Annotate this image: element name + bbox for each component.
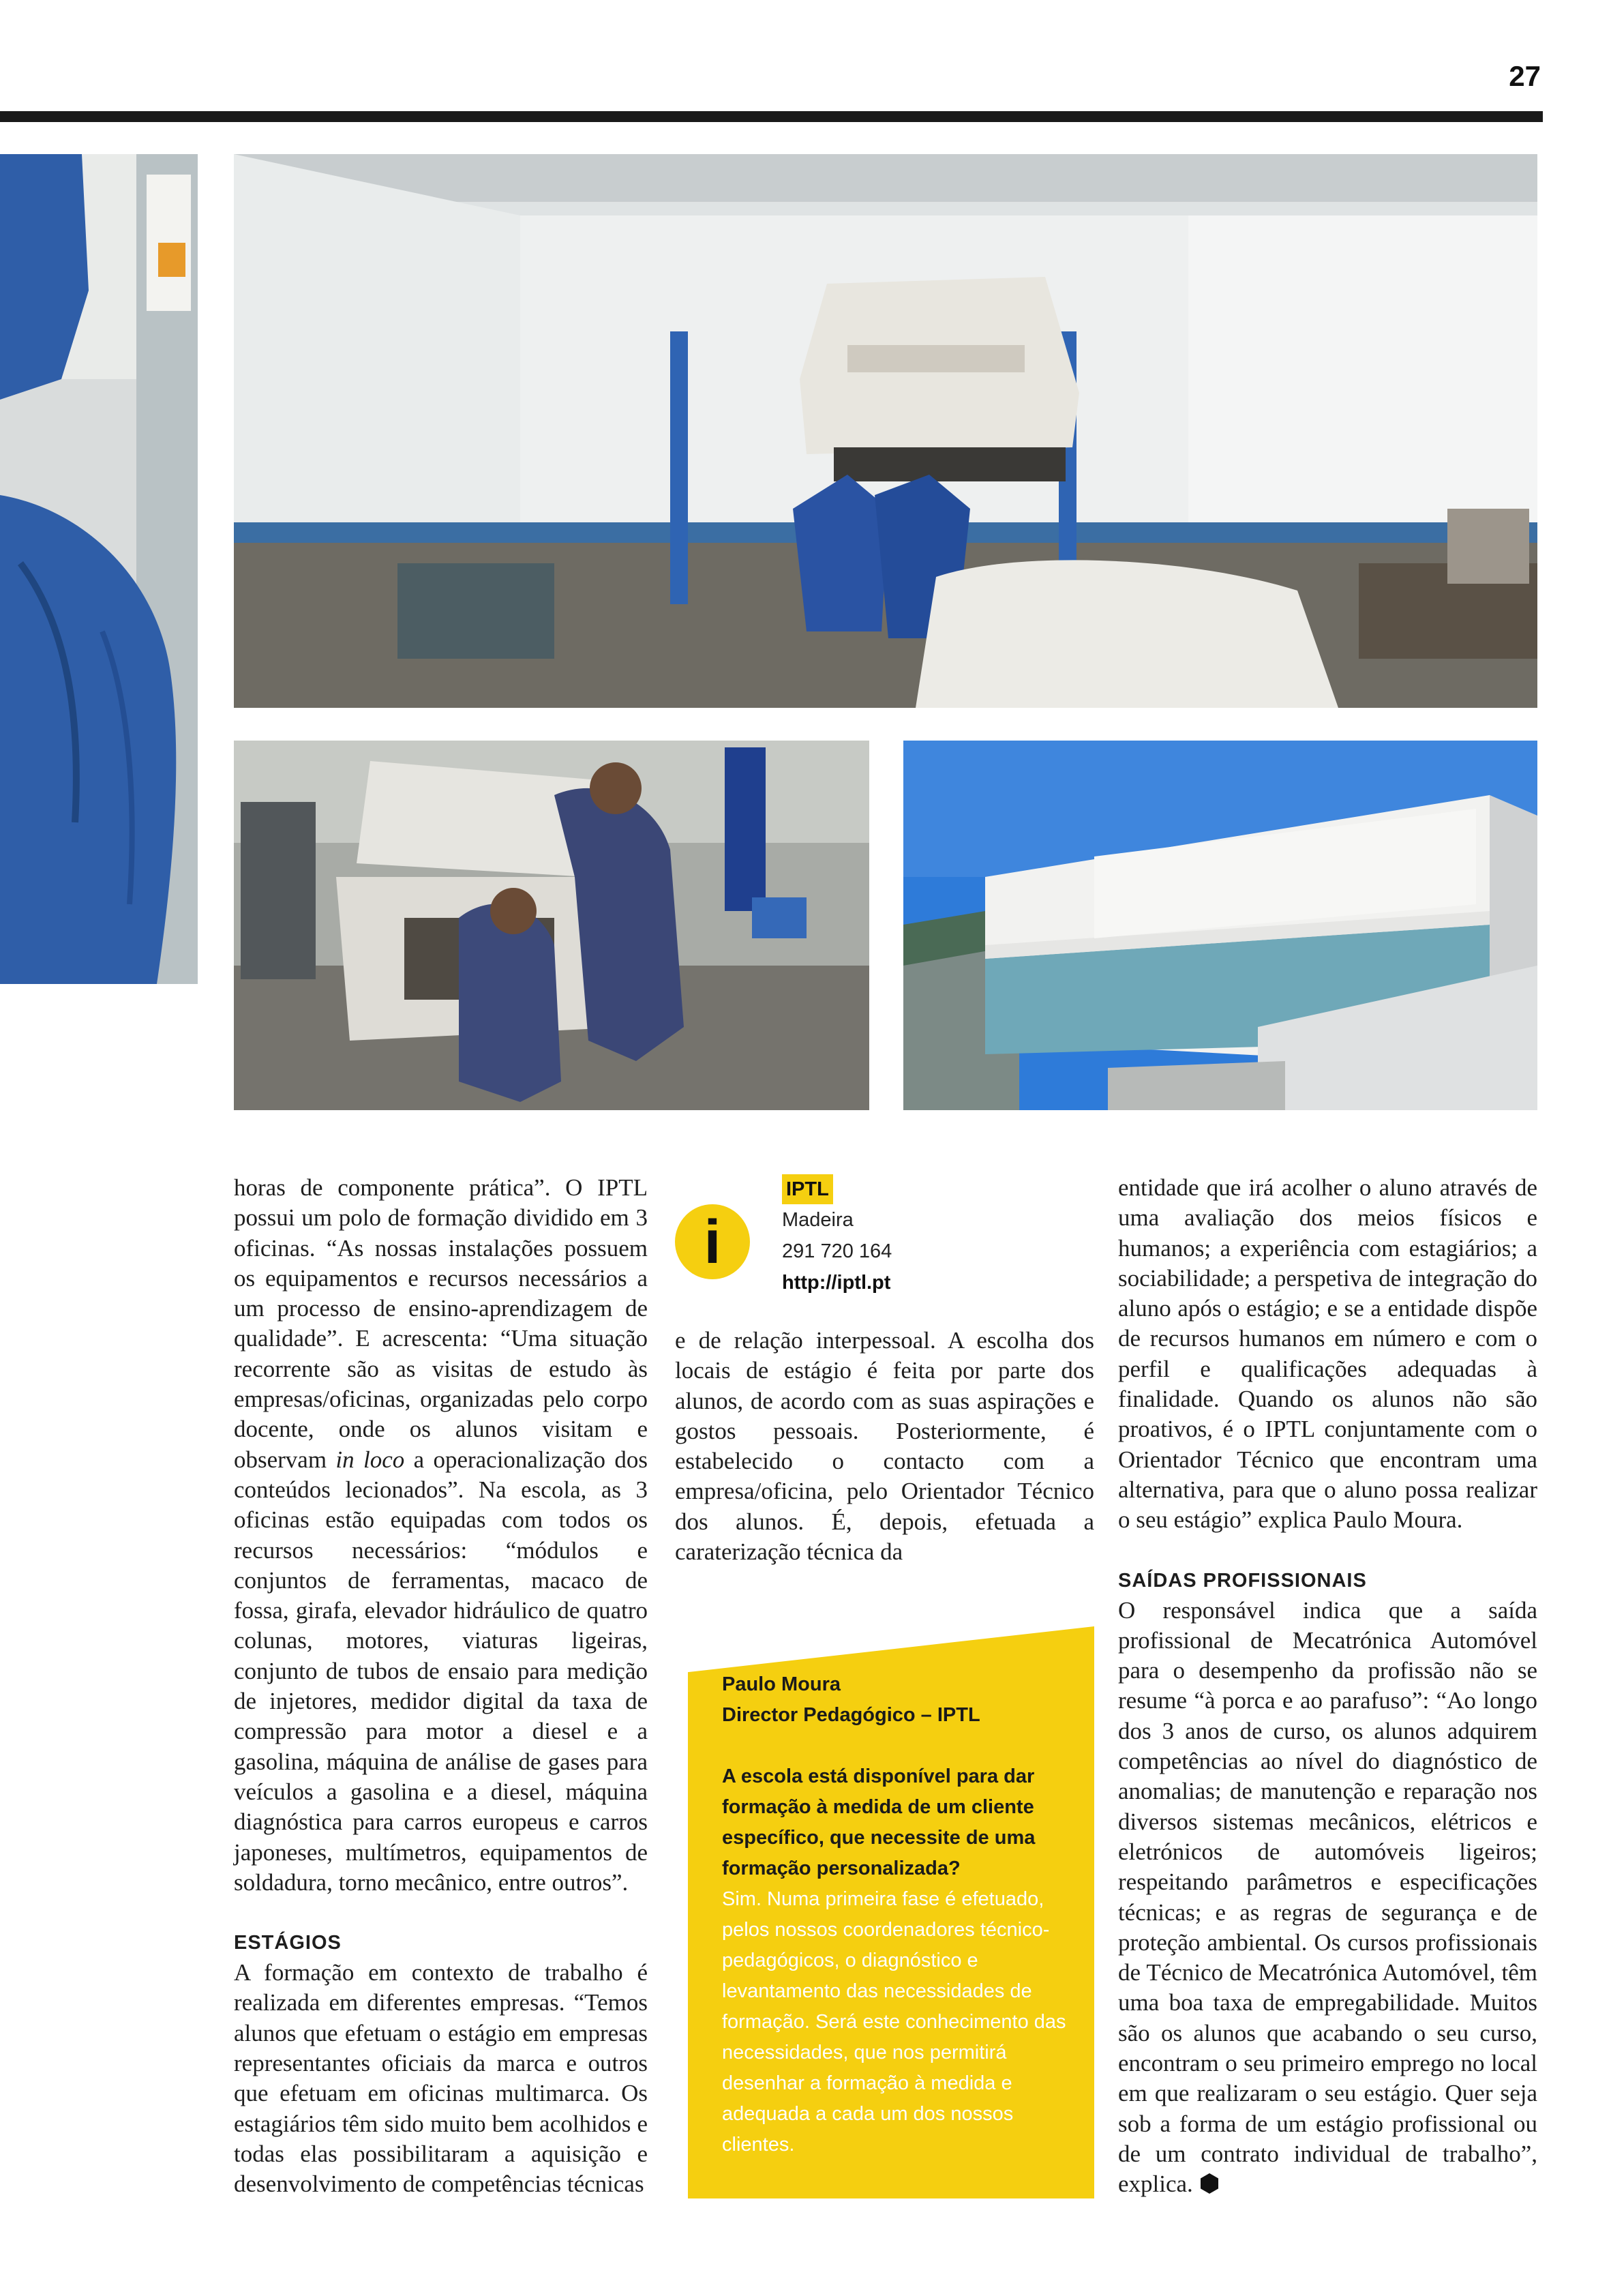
section-heading-estagios: ESTÁGIOS xyxy=(234,1932,342,1954)
info-icon: i xyxy=(675,1204,750,1279)
photo-engine-repair xyxy=(234,741,869,1110)
end-mark-icon xyxy=(1199,2173,1220,2194)
info-block xyxy=(782,1174,1055,1298)
col1-paragraph-1-end: a operacionalização dos conteúdos lecionados”. Na escola, as 3 oficinas estão equipadas com todos os recursos necessários: “módulos e conjuntos de ferramentas, macaco de fossa, girafa, elevador hidráulico de quatro colunas, motores, viaturas ligeiras, conjunto de tubos de ensaio para medição de injetores, medidor digital da taxa de compressão para motor a diesel e a gasolina, máquina de análise de gases para veículos a gasolina e a diesel, máquina diagnóstica para carros europeus e carros japoneses, multímetros, equipamentos de soldadura, torno mecânico, entre outros”. xyxy=(234,1446,648,1896)
info-name: IPTL xyxy=(782,1174,833,1204)
info-phone: 291 720 164 xyxy=(782,1240,892,1262)
col1-paragraph-2: A formação em contexto de trabalho é realizada em diferentes empresas. “Temos alunos que efetuam o estágio em empresas representantes oficiais da marca e outros que efetuam em oficinas multimarca. Os estagiários têm sido muito bem acolhidos e todas elas possibilitaram a aquisição e desenvolvimento de competências técnicas xyxy=(234,1959,648,2198)
col3-paragraph-2 xyxy=(1118,1596,1537,2200)
interview-name: Paulo Moura xyxy=(722,1673,841,1695)
col1-emphasis: in loco xyxy=(335,1446,405,1473)
info-region: Madeira xyxy=(782,1209,854,1231)
col1-paragraph-1 xyxy=(234,1173,648,1898)
col3-paragraph-1: entidade que irá acolher o aluno através de uma avaliação dos meios físicos e humanos; a experiência com estagiários; a sociabilidade; a perspetiva de integração do aluno após o estágio; e se a entidade dispõe de recursos humanos em número e com o perfil e qualificações adequadas à finalidade. Quando os alunos não são proativos, é o IPTL conjuntamente com o Orientador Técnico que encontram uma alternativa, para que o aluno possa realizar o seu estágio” explica Paulo Moura. xyxy=(1118,1174,1537,1534)
photo-worker-overalls xyxy=(0,154,198,984)
col3-paragraph-2-text: O responsável indica que a saída profissional de Mecatrónica Automóvel para o desempenho da profissão não se resume “à porca e ao parafuso”: “Ao longo dos 3 anos de curso, os alunos adquirem competências ao nível do diagnóstico de anomalias; de manutenção e reparação nos diversos sistemas mecânicos, elétricos e eletrónicos de automóveis ligeiros; respeitando parâmetros e especificações técnicas; e as regras de segurança e de proteção ambiental. Os cursos profissionais de Técnico de Mecatrónica Automóvel, têm uma boa taxa de empregabilidade. Muitos são os alunos que acabando o seu curso, encontram o seu primeiro emprego no local em que realizaram o seu estágio. Quer seja sob a forma de um estágio profissional ou de um contrato individual de trabalho”, explica. xyxy=(1118,1596,1537,2198)
col1-paragraph-1-start: horas de componente prática”. O IPTL possui um polo de formação dividido em 3 oficinas. “As nossas instalações possuem os equipamentos e recursos necessários a um processo de ensino-aprendizagem de qualidade”. E acrescenta: “Uma situação recorrente são as visitas de estudo às empresas/oficinas, organizadas pelo corpo docente, onde os alunos visitam e observam xyxy=(234,1174,648,1473)
interview-question: A escola está disponível para dar formação à medida de um cliente específico, que necessite de uma formação personalizada? xyxy=(722,1765,1036,1879)
info-url[interactable]: http://iptl.pt xyxy=(782,1272,891,1294)
article-column-3 xyxy=(1118,1173,1537,2200)
photo-workshop-lift xyxy=(234,154,1537,708)
header-rule xyxy=(0,111,1543,122)
interview-text xyxy=(722,1669,1076,2160)
interview-role: Director Pedagógico – IPTL xyxy=(722,1704,980,1726)
section-heading-saidas: SAÍDAS PROFISSIONAIS xyxy=(1118,1569,1367,1592)
col2-paragraph: e de relação interpessoal. A escolha dos locais de estágio é feita por parte dos alunos, de acordo com as suas aspirações e gostos pessoais. Posteriormente, é estabelecido o contacto com a empresa/oficina, pelo Orientador Técnico dos alunos. É, depois, efetuada a caraterização técnica da xyxy=(675,1327,1094,1566)
interview-answer: Sim. Numa primeira fase é efetuado, pelos nossos coordenadores técnico-pedagógicos, o diagnóstico e levantamento das necessidades de formação. Será este conhecimento das necessidades, que nos permitirá desenhar a formação à medida e adequada a cada um dos nossos clientes. xyxy=(722,1888,1066,2156)
article-column-2 xyxy=(675,1326,1094,1567)
photo-building xyxy=(903,741,1537,1110)
page-number: 27 xyxy=(1509,60,1541,92)
article-column-1 xyxy=(234,1173,648,2200)
